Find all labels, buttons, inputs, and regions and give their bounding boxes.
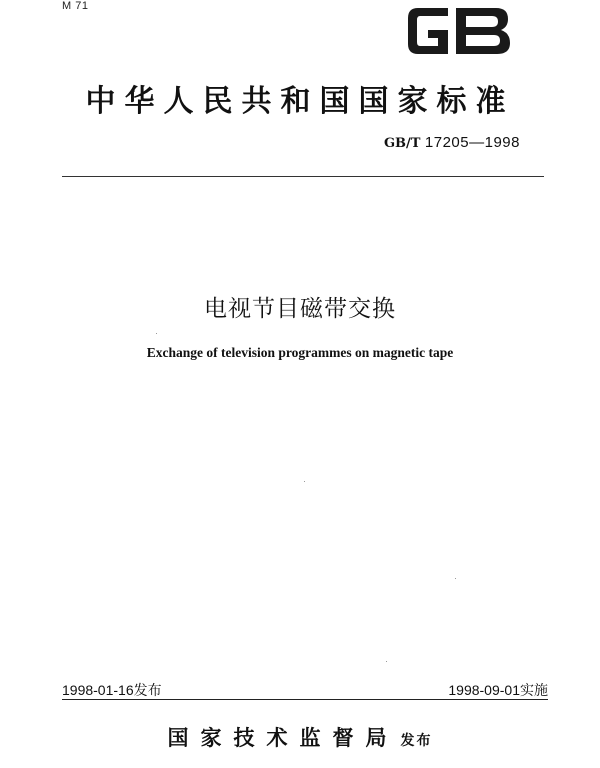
ics-code: M 71 bbox=[62, 0, 89, 12]
document-title-en: Exchange of television programmes on magnetic tape bbox=[146, 345, 454, 360]
scan-speck bbox=[386, 661, 387, 662]
scan-speck bbox=[455, 578, 456, 579]
gb-logo bbox=[404, 2, 514, 60]
implemented-date bbox=[448, 680, 548, 700]
implemented-date-value: 1998-09-01 bbox=[448, 682, 520, 698]
footer-divider bbox=[62, 699, 548, 700]
scan-speck bbox=[304, 481, 305, 482]
issued-date bbox=[62, 680, 162, 700]
issuer-action: 发布 bbox=[400, 733, 433, 749]
implemented-label: 实施 bbox=[520, 682, 548, 698]
header-divider bbox=[62, 176, 544, 177]
document-title-cn: 电视节目磁带交换 bbox=[204, 296, 396, 322]
standard-code: GB/T bbox=[383, 136, 421, 151]
issuer-name: 国家技术监督局 bbox=[167, 725, 399, 750]
standard-number-value: 17205—1998 bbox=[424, 134, 520, 151]
issued-date-value: 1998-01-16 bbox=[62, 682, 134, 698]
issuer bbox=[0, 722, 600, 752]
standard-number bbox=[384, 134, 520, 151]
standard-title: 中华人民共和国国家标准 bbox=[85, 84, 515, 119]
issued-label: 发布 bbox=[133, 682, 162, 698]
scan-speck bbox=[156, 333, 157, 334]
